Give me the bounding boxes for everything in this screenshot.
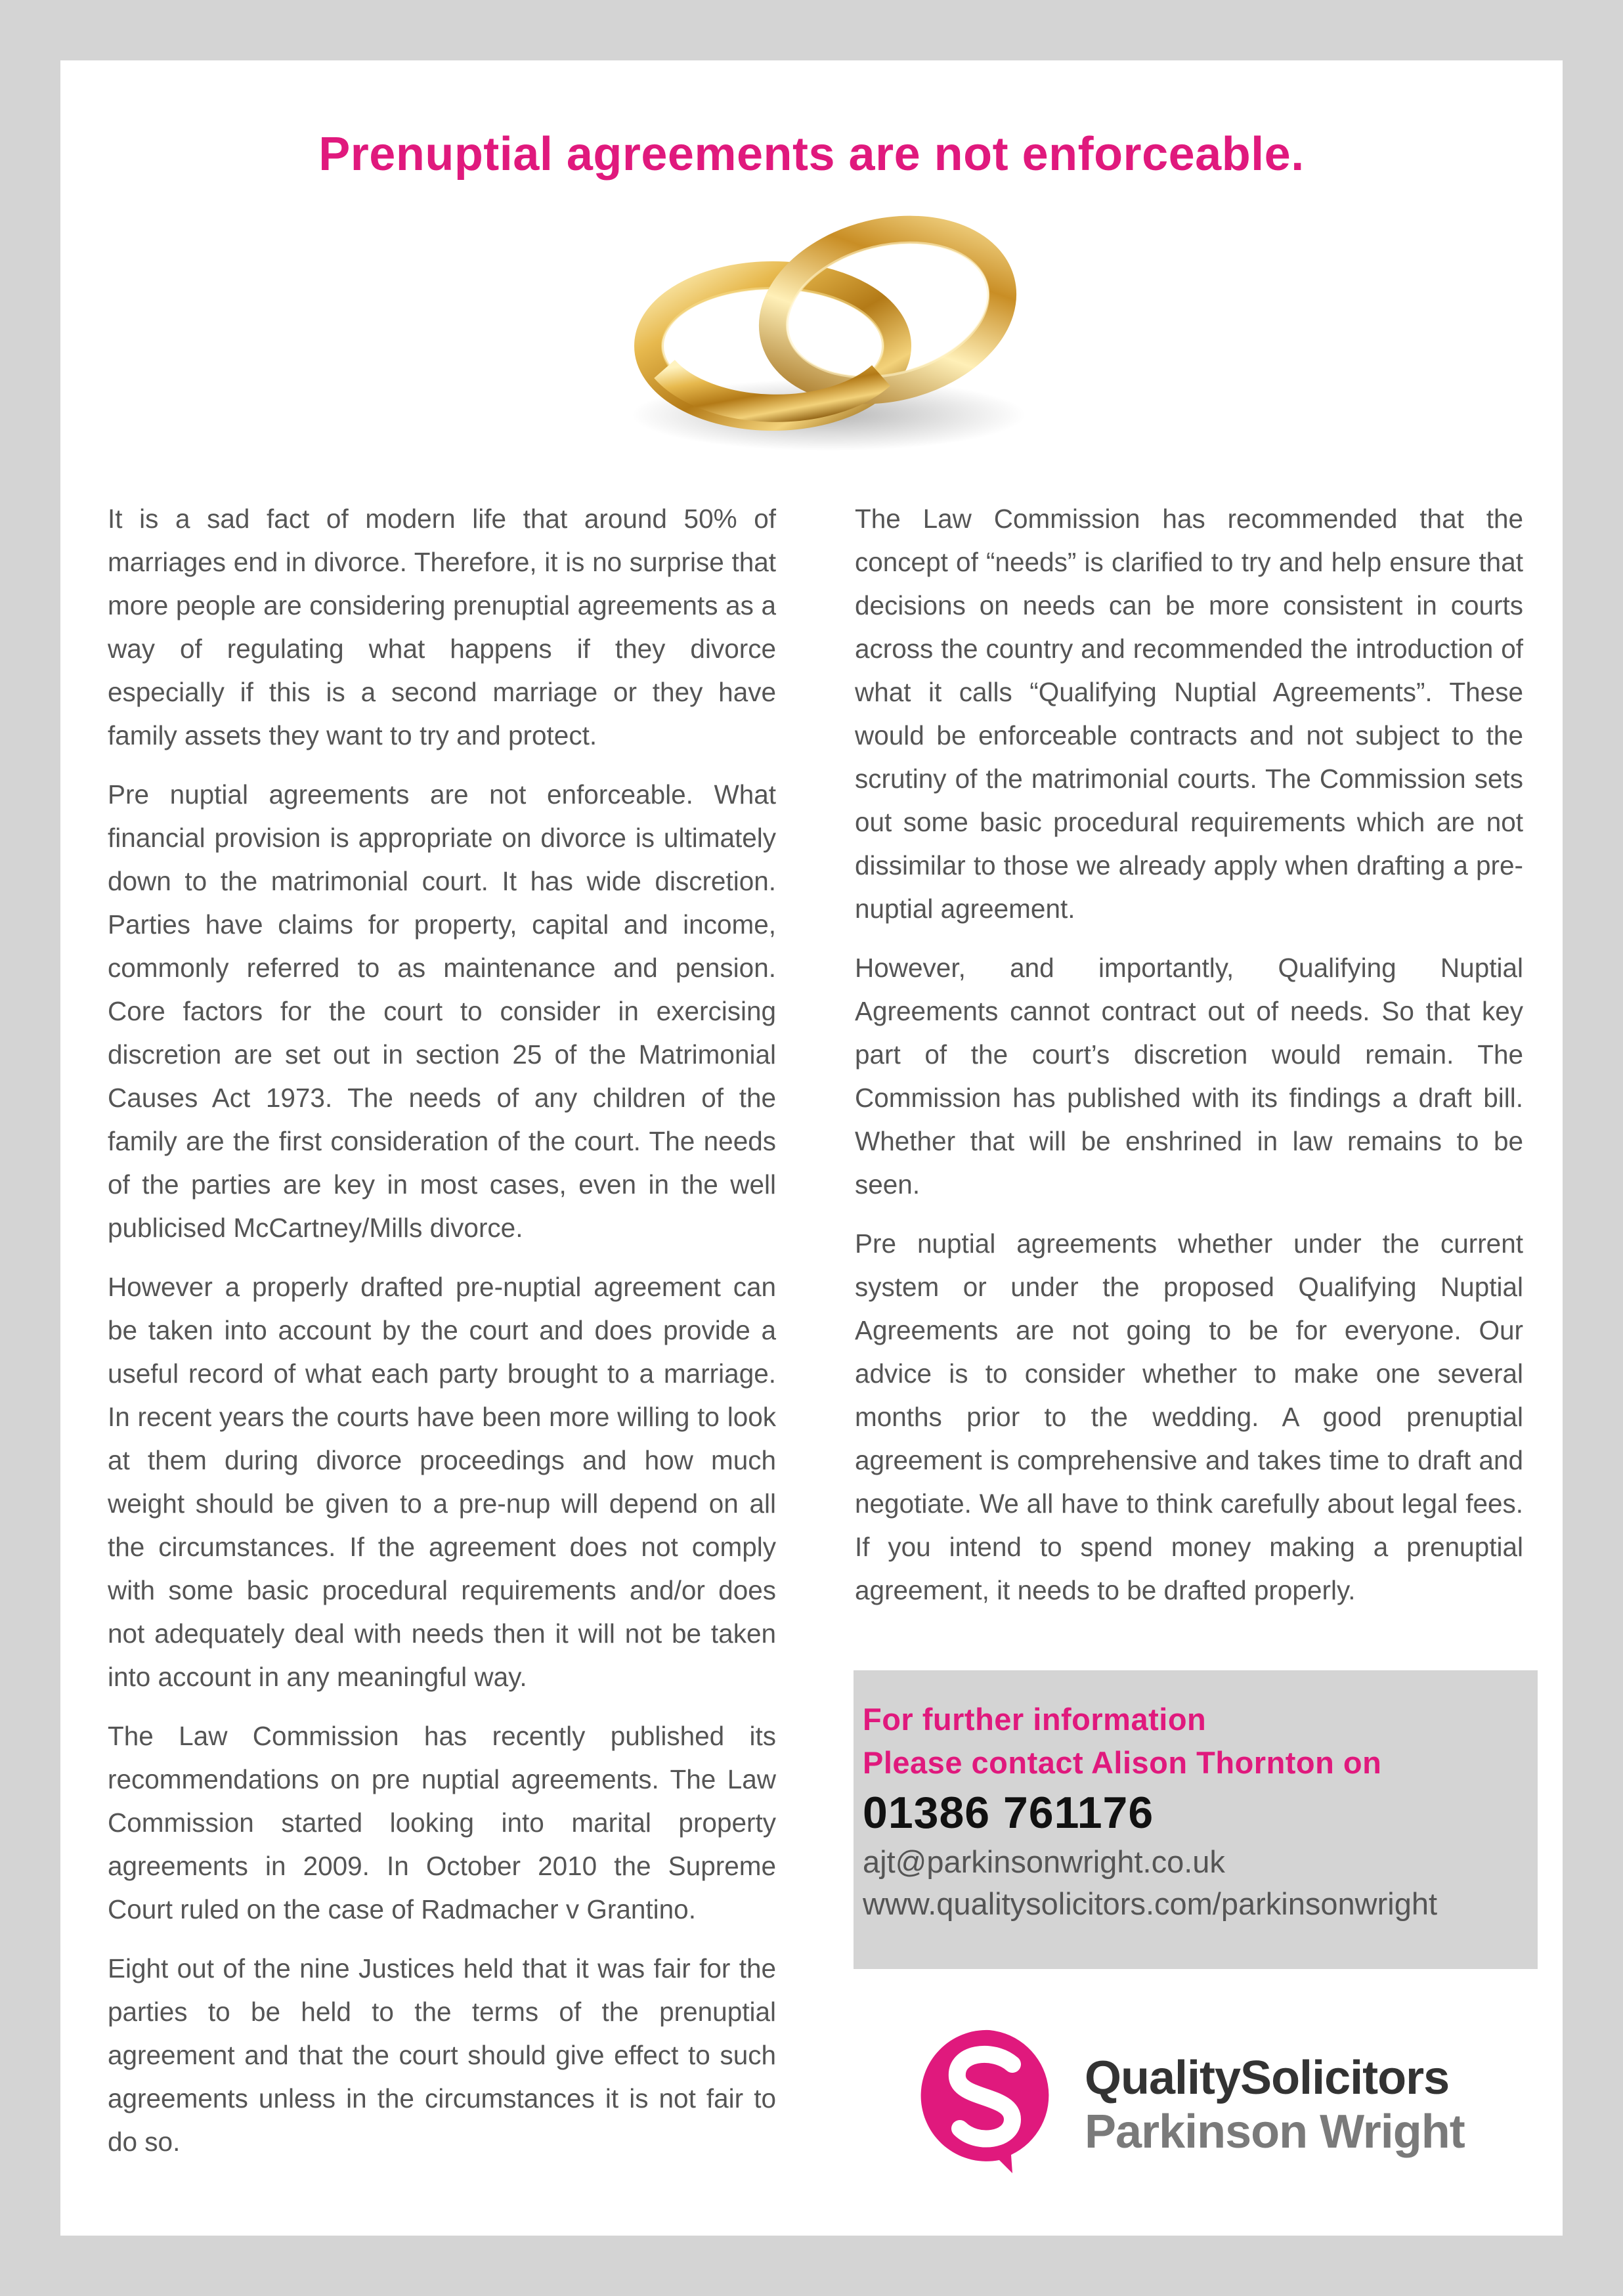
paragraph: The Law Commission has recently published its recommendations on pre nuptial agreements. The Law Commission started looking into marital property agreements in 2009. In October 2010 the Supreme Court ruled on the case of Radmacher v Grantino. xyxy=(108,1721,776,1924)
paragraph: Eight out of the nine Justices held that it was fair for the parties to be held to the terms of the prenuptial agreement and that the court should give effect to such agreements unless in the circumstances it is not fair to do so. xyxy=(108,1953,776,2157)
left-column xyxy=(108,497,776,2179)
logo-wordmark-line1: QualitySolicitors xyxy=(1085,2052,1450,2104)
logo-wordmark-line2: Parkinson Wright xyxy=(1085,2106,1465,2158)
contact-email[interactable]: ajt@parkinsonwright.co.uk xyxy=(863,1844,1225,1879)
paragraph: Pre nuptial agreements whether under the current system or under the proposed Qualifying Nuptial Agreements are not going to be for everyone. Our advice is to consider whether to make one several months prior to the wedding. A good prenuptial agreement is comprehensive and takes time to draft and negotiate. We all have to think carefully about legal fees. If you intend to spend money making a prenuptial agreement, it needs to be drafted properly. xyxy=(855,1228,1523,1605)
paragraph: The Law Commission has recommended that the concept of “needs” is clarified to try and help ensure that decisions on needs can be more consistent in courts across the country and recommended the introduction of what it calls “Qualifying Nuptial Agreements”. These would be enforceable contracts and not subject to the scrutiny of the matrimonial courts. The Commission sets out some basic procedural requirements which are not dissimilar to those we already apply when drafting a pre-nuptial agreement. xyxy=(855,504,1523,924)
paragraph: However a properly drafted pre-nuptial agreement can be taken into account by the court and does provide a useful record of what each party brought to a marriage. In recent years the courts have been more willing to look at them during divorce proceedings and how much weight should be given to a pre-nup will depend on all the circumstances. If the agreement does not comply with some basic procedural requirements and/or does not adequately deal with needs then it will not be taken into account in any meaningful way. xyxy=(108,1272,776,1692)
paragraph: It is a sad fact of modern life that around 50% of marriages end in divorce. Therefore, it is no surprise that more people are considering prenuptial agreements as a way of regulating what happens if they divorce especially if this is a second marriage or they have family assets they want to try and protect. xyxy=(108,504,776,750)
page-title: Prenuptial agreements are not enforceable. xyxy=(318,128,1305,181)
contact-box xyxy=(854,1670,1538,1969)
right-column xyxy=(855,497,1523,1628)
company-logo xyxy=(914,2024,1505,2188)
contact-heading: For further information xyxy=(863,1702,1207,1737)
contact-website[interactable]: www.qualitysolicitors.com/parkinsonwright xyxy=(863,1886,1438,1921)
document-page xyxy=(60,60,1563,2236)
paragraph: However, and importantly, Qualifying Nuptial Agreements cannot contract out of needs. So that key part of the court’s discretion would remain. The Commission has published with its findings a draft bill. Whether that will be enshrined in law remains to be seen. xyxy=(855,953,1523,1200)
wedding-rings-icon xyxy=(625,185,1032,461)
contact-person: Please contact Alison Thornton on xyxy=(863,1745,1382,1780)
contact-phone[interactable]: 01386 761176 xyxy=(863,1788,1154,1838)
paragraph: Pre nuptial agreements are not enforceable. What financial provision is appropriate on divorce is ultimately down to the matrimonial court. It has wide discretion. Parties have claims for property, capital and income, commonly referred to as maintenance and pension. Core factors for the court to consider in exercising discretion are set out in section 25 of the Matrimonial Causes Act 1973. The needs of any children of the family are the first consideration of the court. The needs of the parties are key in most cases, even in the well publicised McCartney/Mills divorce. xyxy=(108,779,776,1243)
speech-bubble-s-icon xyxy=(914,2024,1065,2175)
